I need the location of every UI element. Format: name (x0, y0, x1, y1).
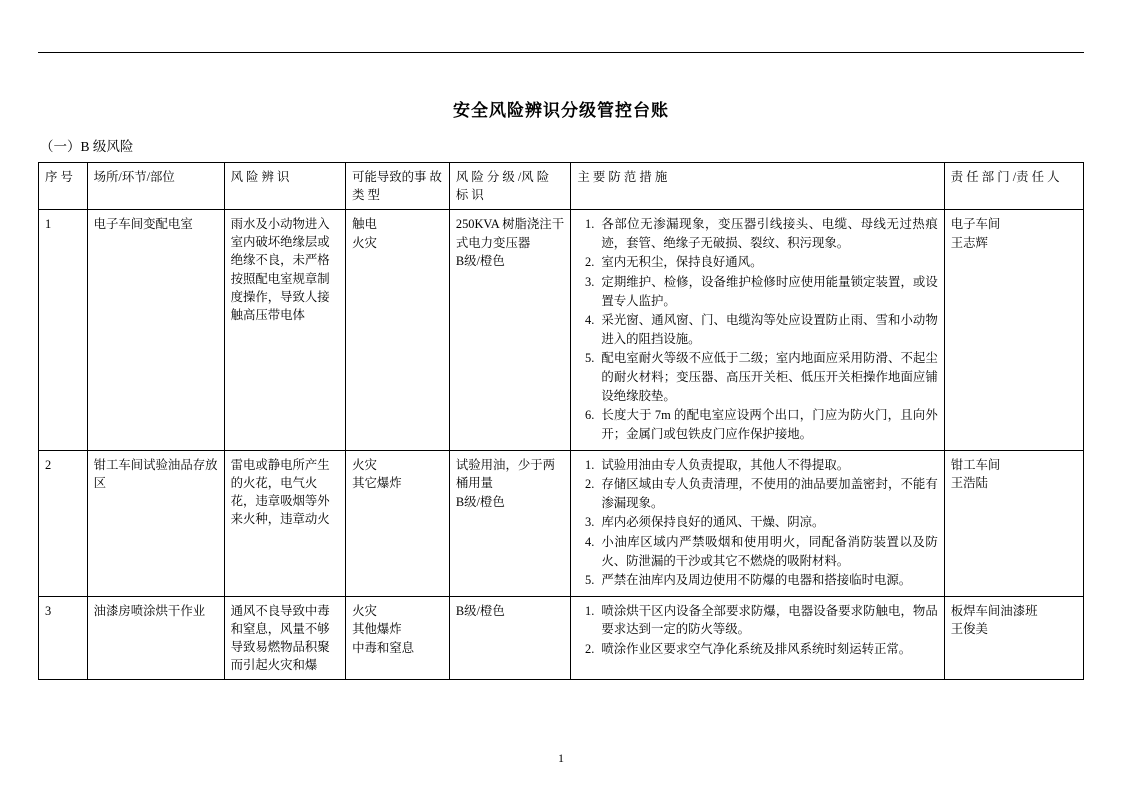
cell-site: 电子车间变配电室 (87, 210, 224, 450)
header-divider (38, 52, 1084, 53)
cell-site: 钳工车间试验油品存放区 (87, 450, 224, 596)
measure-item: 2. 喷涂作业区要求空气净化系统及排风系统时刻运转正常。 (597, 640, 937, 659)
table-body (39, 210, 1084, 680)
column-header-risk: 风 险 辨 识 (224, 163, 346, 210)
risk-control-table (38, 162, 1084, 680)
column-header-accident: 可能导致的事 故 类 型 (346, 163, 450, 210)
cell-site: 油漆房喷涂烘干作业 (87, 596, 224, 679)
measure-item: 2. 存储区域由专人负责清理，不使用的油品要加盖密封，不能有渗漏现象。 (597, 475, 937, 512)
measure-item: 1. 各部位无渗漏现象，变压器引线接头、电缆、母线无过热痕迹，套管、绝缘子无破损、裂纹、积污现象。 (597, 215, 937, 252)
column-header-no: 序 号 (39, 163, 88, 210)
cell-risk: 通风不良导致中毒和窒息，风量不够导致易燃物品积聚而引起火灾和爆 (224, 596, 346, 679)
cell-level: B级/橙色 (449, 596, 571, 679)
cell-no: 3 (39, 596, 88, 679)
page-title: 安全风险辨识分级管控台账 (453, 101, 669, 120)
cell-measures (571, 210, 944, 450)
measure-item: 3. 库内必须保持良好的通风、干燥、阴凉。 (597, 513, 937, 532)
table-row (39, 210, 1084, 450)
column-header-site: 场所/环节/部位 (87, 163, 224, 210)
measure-item: 1. 试验用油由专人负责提取，其他人不得提取。 (597, 456, 937, 475)
cell-risk: 雨水及小动物进入室内破坏绝缘层或绝缘不良，未严格按照配电室规章制度操作，导致人接触高压带电体 (224, 210, 346, 450)
measure-item: 5. 配电室耐火等级不应低于二级；室内地面应采用防滑、不起尘的耐火材料；变压器、高压开关柜、低压开关柜操作地面应铺设绝缘胶垫。 (597, 349, 937, 405)
page-number: 1 (558, 751, 564, 765)
cell-dept: 钳工车间 王浩陆 (944, 450, 1083, 596)
cell-accident: 火灾 其他爆炸 中毒和窒息 (346, 596, 450, 679)
measure-item: 5. 严禁在油库内及周边使用不防爆的电器和搭接临时电源。 (597, 571, 937, 590)
cell-no: 1 (39, 210, 88, 450)
column-header-dept: 责 任 部 门 /责 任 人 (944, 163, 1083, 210)
cell-accident: 火灾 其它爆炸 (346, 450, 450, 596)
measure-item: 4. 小油库区域内严禁吸烟和使用明火，同配备消防装置以及防火、防泄漏的干沙或其它不燃烧的吸附材料。 (597, 533, 937, 570)
column-header-measures: 主 要 防 范 措 施 (571, 163, 944, 210)
cell-dept: 板焊车间油漆班 王俊美 (944, 596, 1083, 679)
cell-risk: 雷电或静电所产生的火花，电气火花，违章吸烟等外来火种，违章动火 (224, 450, 346, 596)
table-row (39, 450, 1084, 596)
cell-measures (571, 596, 944, 679)
measure-item: 3. 定期维护、检修，设备维护检修时应使用能量锁定装置，或设置专人监护。 (597, 273, 937, 310)
measure-item: 4. 采光窗、通风窗、门、电缆沟等处应设置防止雨、雪和小动物进入的阻挡设施。 (597, 311, 937, 348)
measure-item: 2. 室内无积尘，保持良好通风。 (597, 253, 937, 272)
column-header-level: 风 险 分 级 /风 险 标 识 (449, 163, 571, 210)
cell-accident: 触电 火灾 (346, 210, 450, 450)
cell-dept: 电子车间 王志辉 (944, 210, 1083, 450)
table-row (39, 596, 1084, 679)
cell-no: 2 (39, 450, 88, 596)
cell-measures (571, 450, 944, 596)
table-header (39, 163, 1084, 210)
measure-item: 6. 长度大于 7m 的配电室应设两个出口，门应为防火门，且向外开；金属门或包铁皮门应作保护接地。 (597, 406, 937, 443)
measure-item: 1. 喷涂烘干区内设备全部要求防爆，电器设备要求防触电，物品要求达到一定的防火等级。 (597, 602, 937, 639)
cell-level: 250KVA 树脂浇注干式电力变压器 B级/橙色 (449, 210, 571, 450)
cell-level: 试验用油，少于两桶用量 B级/橙色 (449, 450, 571, 596)
table-header-row (39, 163, 1084, 210)
section-label: （一）B 级风险 (40, 139, 134, 154)
